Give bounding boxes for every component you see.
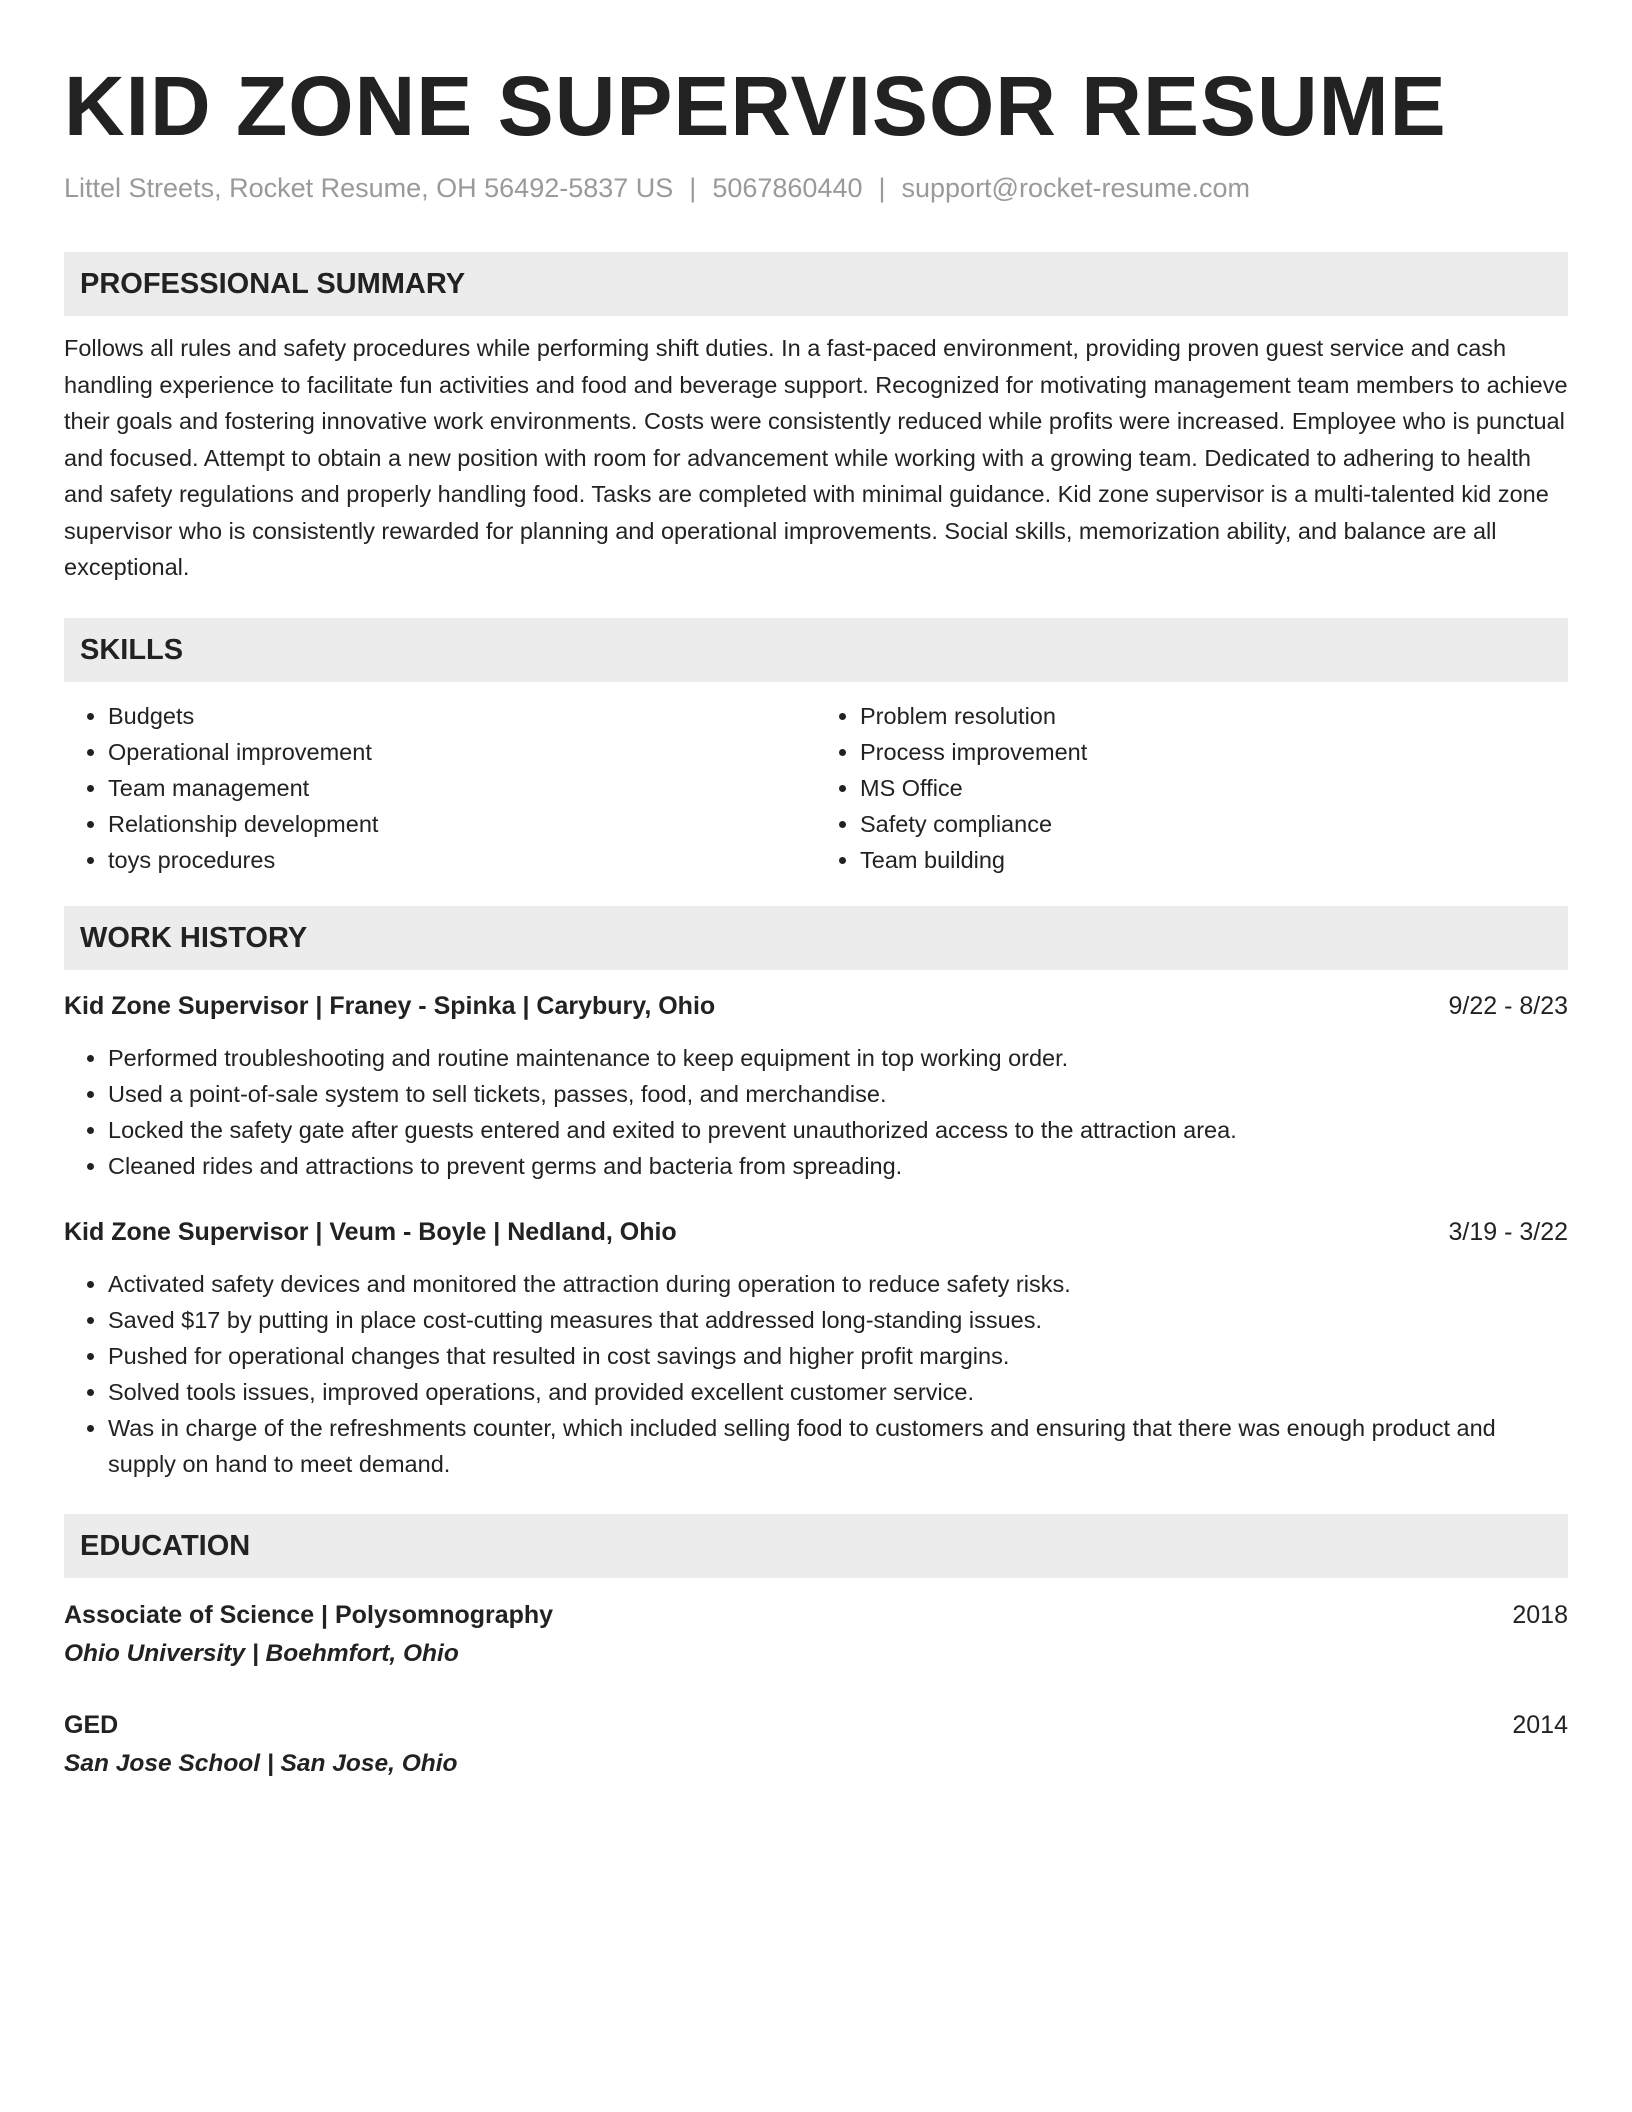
skill-item: • toys procedures xyxy=(108,842,816,878)
summary-heading: PROFESSIONAL SUMMARY xyxy=(64,252,1568,316)
skills-column-left xyxy=(64,698,816,878)
contact-email: support@rocket-resume.com xyxy=(901,173,1251,203)
job-bullets xyxy=(64,1266,1568,1482)
skills-list xyxy=(64,698,1568,878)
skill-item: • Team building xyxy=(860,842,1568,878)
job-bullet: • Saved $17 by putting in place cost-cutting measures that addressed long-standing issues. xyxy=(108,1302,1568,1338)
job-dates: 9/22 - 8/23 xyxy=(1448,991,1568,1020)
job-bullet: • Pushed for operational changes that resulted in cost savings and higher profit margins. xyxy=(108,1338,1568,1374)
skill-item: • Relationship development xyxy=(108,806,816,842)
job-bullet: • Used a point-of-sale system to sell tickets, passes, food, and merchandise. xyxy=(108,1076,1568,1112)
work-heading: WORK HISTORY xyxy=(64,906,1568,970)
job-bullet: • Cleaned rides and attractions to prevent germs and bacteria from spreading. xyxy=(108,1148,1568,1184)
contact-address: Littel Streets, Rocket Resume, OH 56492-5837 US xyxy=(64,173,674,203)
skill-item: • Problem resolution xyxy=(860,698,1568,734)
job-bullet: • Activated safety devices and monitored the attraction during operation to reduce safety risks. xyxy=(108,1266,1568,1302)
job-title: Kid Zone Supervisor | Franey - Spinka | Carybury, Ohio xyxy=(64,991,716,1020)
education-entry xyxy=(64,1596,1568,1674)
contact-separator: | xyxy=(689,173,697,203)
education-school: San Jose School | San Jose, Ohio xyxy=(64,1749,458,1777)
skill-item: • Budgets xyxy=(108,698,816,734)
contact-line xyxy=(64,168,1568,208)
job-title: Kid Zone Supervisor | Veum - Boyle | Nedland, Ohio xyxy=(64,1217,677,1246)
job-dates: 3/19 - 3/22 xyxy=(1448,1217,1568,1246)
job-bullet: • Locked the safety gate after guests entered and exited to prevent unauthorized access to the attraction area. xyxy=(108,1112,1568,1148)
resume-title: KID ZONE SUPERVISOR RESUME xyxy=(64,59,1447,153)
contact-phone: 5067860440 xyxy=(712,173,863,203)
skill-item: • MS Office xyxy=(860,770,1568,806)
education-degree: GED xyxy=(64,1710,119,1739)
skill-item: • Operational improvement xyxy=(108,734,816,770)
skill-item: • Team management xyxy=(108,770,816,806)
job-bullet: • Solved tools issues, improved operations, and provided excellent customer service. xyxy=(108,1374,1568,1410)
education-year: 2014 xyxy=(1512,1710,1568,1739)
contact-separator: | xyxy=(878,173,886,203)
education-heading: EDUCATION xyxy=(64,1514,1568,1578)
summary-text: Follows all rules and safety procedures while performing shift duties. In a fast-paced environment, providing proven guest service and cash handling experience to facilitate fun activities and food and beverage support. Recognized for motivating management team members to achieve their goals and fostering innovative work environments. Costs were consistently reduced while profits were increased. Employee who is punctual and focused. Attempt to obtain a new position with room for advancement while working with a growing team. Dedicated to adhering to health and safety regulations and properly handling food. Tasks are completed with minimal guidance. Kid zone supervisor is a multi-talented kid zone supervisor who is consistently rewarded for planning and operational improvements. Social skills, memorization ability, and balance are all exceptional. xyxy=(64,335,1568,580)
skill-item: • Process improvement xyxy=(860,734,1568,770)
job-bullet: • Was in charge of the refreshments counter, which included selling food to customers and ensuring that there was enough product and supply on hand to meet demand. xyxy=(108,1410,1568,1482)
skills-heading: SKILLS xyxy=(64,618,1568,682)
job-entry xyxy=(64,988,1568,1184)
education-year: 2018 xyxy=(1512,1600,1568,1629)
skill-item: • Safety compliance xyxy=(860,806,1568,842)
job-entry xyxy=(64,1214,1568,1482)
education-entry xyxy=(64,1706,1568,1784)
skills-column-right xyxy=(816,698,1568,878)
education-school: Ohio University | Boehmfort, Ohio xyxy=(64,1639,459,1667)
education-degree: Associate of Science | Polysomnography xyxy=(64,1600,554,1629)
job-bullets xyxy=(64,1040,1568,1184)
job-bullet: • Performed troubleshooting and routine maintenance to keep equipment in top working order. xyxy=(108,1040,1568,1076)
